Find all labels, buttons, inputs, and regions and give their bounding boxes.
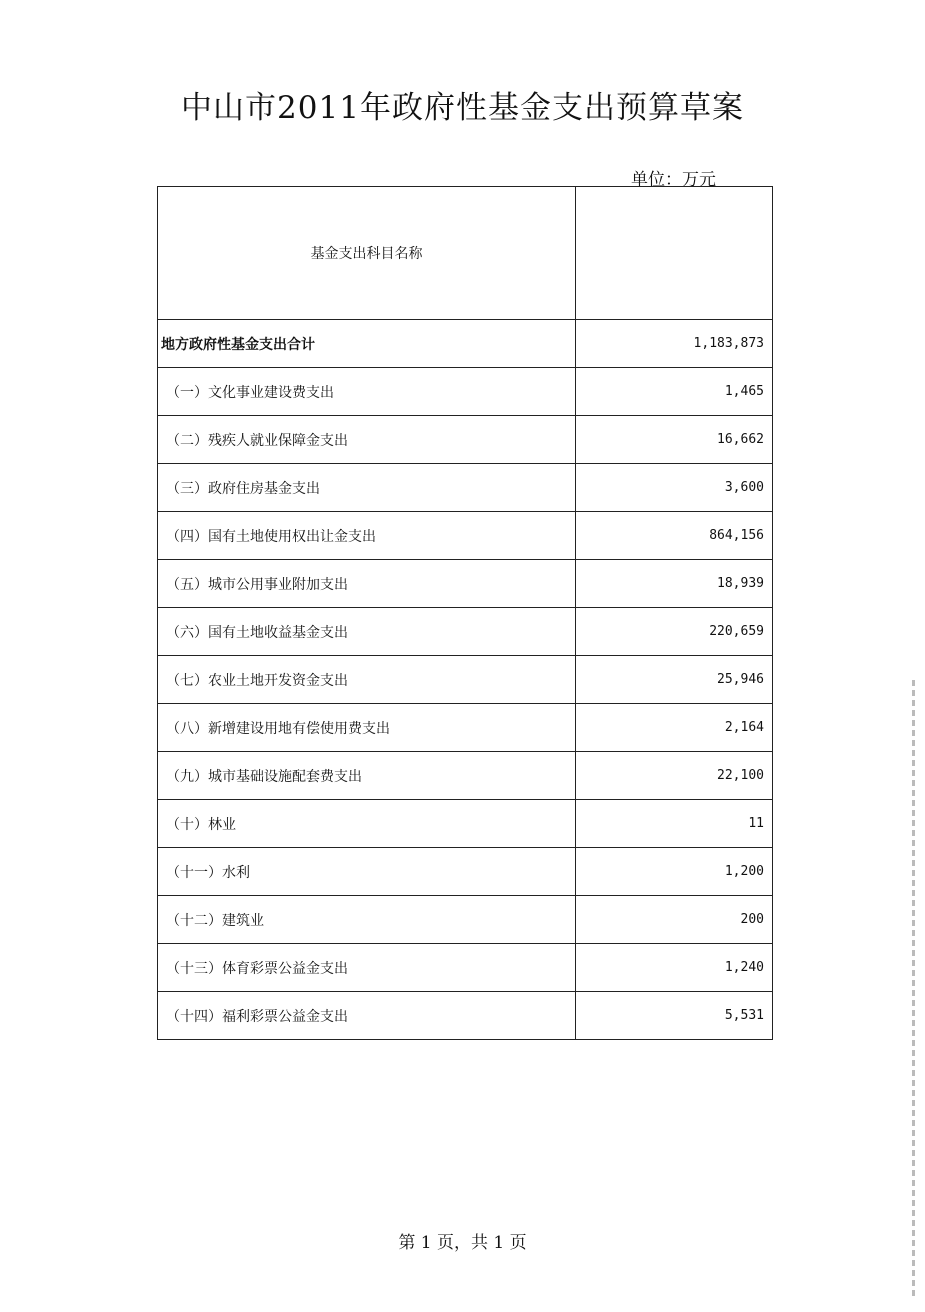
- row-value: 864,156: [576, 512, 773, 560]
- table-row: [158, 896, 773, 944]
- page-footer: 第 1 页，共 1 页: [398, 1233, 527, 1253]
- row-value: 18,939: [576, 560, 773, 608]
- row-value: 11: [576, 800, 773, 848]
- row-value: 3,600: [576, 464, 773, 512]
- row-value: 22,100: [576, 752, 773, 800]
- document-title: 中山市2011年政府性基金支出预算草案: [181, 90, 744, 126]
- row-name: （十一）水利: [158, 848, 576, 896]
- row-name: （二）残疾人就业保障金支出: [158, 416, 576, 464]
- row-name: （四）国有土地使用权出让金支出: [158, 512, 576, 560]
- scan-edge-mark: [912, 680, 915, 1300]
- row-name: （十三）体育彩票公益金支出: [158, 944, 576, 992]
- table-row: [158, 512, 773, 560]
- row-value: 220,659: [576, 608, 773, 656]
- row-value: 5,531: [576, 992, 773, 1040]
- table-row: [158, 848, 773, 896]
- row-name: （七）农业土地开发资金支出: [158, 656, 576, 704]
- row-name: （十二）建筑业: [158, 896, 576, 944]
- table-row: [158, 992, 773, 1040]
- table-row: [158, 800, 773, 848]
- table-row: [158, 560, 773, 608]
- table-header-row: [158, 187, 773, 320]
- table-row: [158, 608, 773, 656]
- row-value: 1,465: [576, 368, 773, 416]
- total-row: [158, 320, 773, 368]
- row-name: （十）林业: [158, 800, 576, 848]
- unit-label: 单位：万元: [631, 170, 716, 190]
- row-name: （九）城市基础设施配套费支出: [158, 752, 576, 800]
- row-name: （一）文化事业建设费支出: [158, 368, 576, 416]
- header-name-cell: 基金支出科目名称: [158, 187, 576, 320]
- header-value-cell: [576, 187, 773, 320]
- table-row: [158, 416, 773, 464]
- table-row: [158, 656, 773, 704]
- table-row: [158, 464, 773, 512]
- row-name: （十四）福利彩票公益金支出: [158, 992, 576, 1040]
- budget-table: [157, 186, 773, 1040]
- row-value: 1,200: [576, 848, 773, 896]
- row-name: （六）国有土地收益基金支出: [158, 608, 576, 656]
- row-value: 16,662: [576, 416, 773, 464]
- row-value: 2,164: [576, 704, 773, 752]
- row-value: 25,946: [576, 656, 773, 704]
- table-row: [158, 368, 773, 416]
- table-row: [158, 704, 773, 752]
- table-row: [158, 944, 773, 992]
- total-value: 1,183,873: [576, 320, 773, 368]
- row-name: （三）政府住房基金支出: [158, 464, 576, 512]
- row-name: （八）新增建设用地有偿使用费支出: [158, 704, 576, 752]
- row-value: 1,240: [576, 944, 773, 992]
- total-name: 地方政府性基金支出合计: [158, 320, 576, 368]
- table-row: [158, 752, 773, 800]
- row-name: （五）城市公用事业附加支出: [158, 560, 576, 608]
- row-value: 200: [576, 896, 773, 944]
